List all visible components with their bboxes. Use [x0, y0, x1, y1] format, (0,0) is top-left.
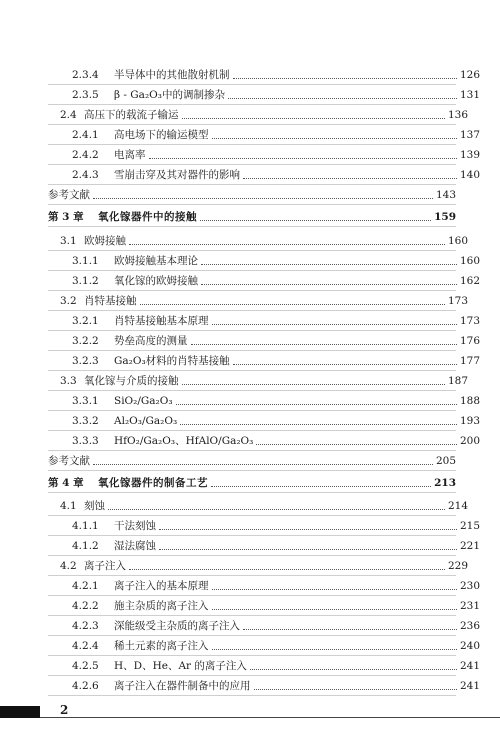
toc-entry-number: 第 4 章 — [48, 477, 84, 489]
toc-entry-title: 欧姆接触基本理论 — [114, 255, 198, 267]
toc-entry-page: 215 — [459, 520, 480, 532]
dot-leader — [182, 374, 445, 385]
toc-entry-page: 230 — [459, 580, 480, 592]
row-separator — [48, 615, 456, 616]
row-separator — [48, 310, 456, 311]
toc-entry[interactable] — [48, 539, 480, 553]
toc-entry-page: 236 — [459, 620, 480, 632]
row-separator — [48, 470, 456, 471]
dot-leader — [108, 499, 445, 510]
row-separator — [48, 204, 456, 205]
toc-entry[interactable] — [48, 88, 480, 102]
toc-entry[interactable] — [48, 599, 480, 613]
toc-entry-page: 126 — [459, 69, 480, 81]
toc-entry-page: 193 — [459, 415, 480, 427]
toc-entry[interactable] — [48, 254, 480, 268]
toc-entry-page: 137 — [459, 129, 480, 141]
toc-entry-title: 稀土元素的离子注入 — [114, 640, 209, 652]
toc-entry-number: 4.1.2 — [72, 540, 99, 552]
toc-entry[interactable] — [48, 314, 480, 328]
row-separator — [48, 164, 456, 165]
toc-entry-title: 离子注入的基本原理 — [114, 580, 209, 592]
dot-leader — [129, 559, 445, 570]
toc-entry-page: 229 — [447, 560, 468, 572]
toc-entry[interactable] — [48, 639, 480, 653]
row-separator — [48, 226, 456, 227]
toc-entry-title: β - Ga₂O₃中的调制掺杂 — [114, 89, 225, 101]
toc-entry-number: 4.1 — [60, 500, 77, 512]
toc-entry-page: 240 — [459, 640, 480, 652]
toc-entry-page: 173 — [459, 315, 480, 327]
toc-entry-title: HfO₂/Ga₂O₃、HfAlO/Ga₂O₃ — [114, 435, 254, 447]
dot-leader — [200, 210, 431, 221]
toc-entry-title: Ga₂O₃材料的肖特基接触 — [114, 355, 230, 367]
row-separator — [48, 350, 456, 351]
toc-entry-page: 241 — [459, 680, 480, 692]
toc-entry-title: 高压下的载流子输运 — [84, 109, 179, 121]
toc-entry-number: 3.3.2 — [72, 415, 99, 427]
toc-entry-number: 4.2.3 — [72, 620, 99, 632]
toc-entry-title: 电离率 — [114, 149, 146, 161]
dot-leader — [211, 476, 431, 487]
dot-leader — [212, 579, 457, 590]
toc-entry-page: 173 — [447, 295, 468, 307]
row-separator — [48, 515, 456, 516]
footer-rule — [40, 717, 500, 718]
page-number: 2 — [60, 703, 69, 717]
toc-entry-page: 187 — [447, 375, 468, 387]
row-separator — [48, 144, 456, 145]
toc-entry[interactable] — [48, 454, 456, 468]
toc-entry-title: 参考文献 — [48, 455, 90, 467]
row-separator — [48, 250, 456, 251]
toc-entry-number: 3.3 — [60, 375, 77, 387]
toc-entry[interactable] — [48, 188, 456, 202]
toc-entry-title: 刻蚀 — [84, 500, 105, 512]
dot-leader — [254, 679, 457, 690]
toc-entry-page: 162 — [459, 275, 480, 287]
toc-entry[interactable] — [48, 414, 480, 428]
row-separator — [48, 270, 456, 271]
toc-entry-title: 参考文献 — [48, 189, 90, 201]
toc-entry-title: 雪崩击穿及其对器件的影响 — [114, 169, 240, 181]
dot-leader — [159, 519, 457, 530]
toc-entry[interactable] — [48, 374, 468, 388]
toc-entry-title: 离子注入 — [84, 560, 126, 572]
dot-leader — [228, 88, 457, 99]
toc-entry-title: 施主杂质的离子注入 — [114, 600, 209, 612]
toc-entry-number: 3.1 — [60, 235, 77, 247]
toc-entry-page: 136 — [447, 109, 468, 121]
toc-entry-page: 140 — [459, 169, 480, 181]
toc-entry-title: 深能级受主杂质的离子注入 — [114, 620, 240, 632]
toc-entry-number: 3.2.1 — [72, 315, 99, 327]
toc-entry[interactable] — [48, 128, 480, 142]
dot-leader — [256, 434, 457, 445]
toc-entry-page: 214 — [447, 500, 468, 512]
dot-leader — [182, 108, 445, 119]
toc-entry-number: 4.1.1 — [72, 520, 99, 532]
toc-entry-number: 3.2.2 — [72, 335, 99, 347]
toc-entry-number: 4.2.2 — [72, 600, 99, 612]
toc-entry[interactable] — [48, 559, 468, 573]
row-separator — [48, 450, 456, 451]
toc-entry[interactable] — [48, 68, 480, 82]
toc-entry-page: 231 — [459, 600, 480, 612]
row-separator — [48, 555, 456, 556]
dot-leader — [243, 168, 457, 179]
toc-entry[interactable] — [48, 579, 480, 593]
dot-leader — [201, 274, 457, 285]
toc-entry[interactable] — [48, 210, 456, 224]
row-separator — [48, 575, 456, 576]
row-separator — [48, 184, 456, 185]
toc-entry-title: 氧化镓器件的制备工艺 — [98, 477, 208, 489]
toc-entry-page: 176 — [459, 335, 480, 347]
toc-entry-number: 2.4.3 — [72, 169, 99, 181]
row-separator — [48, 695, 456, 696]
toc-entry-title: 氧化镓的欧姆接触 — [114, 275, 198, 287]
toc-entry-number: 3.3.3 — [72, 435, 99, 447]
dot-leader — [233, 68, 457, 79]
toc-entry-title: 半导体中的其他散射机制 — [114, 69, 230, 81]
toc-entry[interactable] — [48, 354, 480, 368]
row-separator — [48, 635, 456, 636]
toc-entry[interactable] — [48, 108, 468, 122]
dot-leader — [93, 188, 433, 199]
row-separator — [48, 655, 456, 656]
toc-entry-number: 3.1.1 — [72, 255, 99, 267]
dot-leader — [93, 454, 433, 465]
toc-entry-title: 高电场下的输运模型 — [114, 129, 209, 141]
toc-entry-number: 2.4.1 — [72, 129, 99, 141]
row-separator — [48, 535, 456, 536]
toc-entry-page: 205 — [435, 455, 456, 467]
row-separator — [48, 492, 456, 493]
dot-leader — [180, 414, 457, 425]
dot-leader — [243, 619, 457, 630]
row-separator — [48, 370, 456, 371]
toc-entry[interactable] — [48, 679, 480, 693]
row-separator — [48, 430, 456, 431]
toc-entry-number: 4.2 — [60, 560, 77, 572]
toc-entry[interactable] — [48, 519, 480, 533]
toc-entry-number: 3.3.1 — [72, 395, 99, 407]
row-separator — [48, 84, 456, 85]
toc-entry-page: 159 — [434, 211, 456, 223]
row-separator — [48, 410, 456, 411]
row-separator — [48, 104, 456, 105]
toc-entry-number: 3.1.2 — [72, 275, 99, 287]
toc-entry-number: 4.2.1 — [72, 580, 99, 592]
toc-entry[interactable] — [48, 619, 480, 633]
toc-entry-title: 离子注入在器件制备中的应用 — [114, 680, 251, 692]
toc-entry-title: 欧姆接触 — [84, 235, 126, 247]
toc-entry-number: 3.2.3 — [72, 355, 99, 367]
toc-entry-number: 第 3 章 — [48, 211, 84, 223]
toc-entry-page: 221 — [459, 540, 480, 552]
toc-entry-page: 160 — [459, 255, 480, 267]
toc-entry-page: 143 — [435, 189, 456, 201]
toc-entry[interactable] — [48, 274, 480, 288]
toc-entry[interactable] — [48, 659, 480, 673]
toc-entry-number: 2.4.2 — [72, 149, 99, 161]
dot-leader — [140, 294, 445, 305]
toc-entry-number: 4.2.5 — [72, 660, 99, 672]
toc-entry-title: 肖特基接触 — [84, 295, 137, 307]
toc-entry-number: 3.2 — [60, 295, 77, 307]
toc-entry-title: 干法刻蚀 — [114, 520, 156, 532]
toc-entry-page: 131 — [459, 89, 480, 101]
toc-entry[interactable] — [48, 334, 480, 348]
row-separator — [48, 290, 456, 291]
row-separator — [48, 595, 456, 596]
row-separator — [48, 124, 456, 125]
row-separator — [48, 390, 456, 391]
toc-entry[interactable] — [48, 476, 456, 490]
footer-bar — [0, 706, 40, 718]
toc-entry-title: SiO₂/Ga₂O₃ — [114, 395, 173, 407]
toc-entry[interactable] — [48, 394, 480, 408]
toc-entry-page: 160 — [447, 235, 468, 247]
toc-entry-page: 213 — [434, 477, 456, 489]
toc-entry-page: 241 — [459, 660, 480, 672]
toc-entry[interactable] — [48, 434, 480, 448]
toc-entry[interactable] — [48, 499, 468, 513]
dot-leader — [250, 659, 457, 670]
dot-leader — [212, 599, 457, 610]
toc-entry-page: 139 — [459, 149, 480, 161]
toc-entry-page: 200 — [459, 435, 480, 447]
toc-entry-number: 4.2.6 — [72, 680, 99, 692]
toc-entry-title: 势垒高度的测量 — [114, 335, 188, 347]
dot-leader — [176, 394, 457, 405]
dot-leader — [233, 354, 457, 365]
dot-leader — [149, 148, 457, 159]
dot-leader — [212, 639, 457, 650]
dot-leader — [201, 254, 457, 265]
dot-leader — [191, 334, 457, 345]
dot-leader — [159, 539, 457, 550]
row-separator — [48, 675, 456, 676]
toc-entry-number: 2.3.5 — [72, 89, 99, 101]
toc-entry-page: 177 — [459, 355, 480, 367]
toc-entry-title: H、D、He、Ar 的离子注入 — [114, 660, 247, 672]
toc-entry-title: Al₂O₃/Ga₂O₃ — [114, 415, 178, 427]
dot-leader — [129, 234, 445, 245]
row-separator — [48, 330, 456, 331]
toc-entry-title: 肖特基接触基本原理 — [114, 315, 209, 327]
toc-entry-page: 188 — [459, 395, 480, 407]
toc-entry[interactable] — [48, 294, 468, 308]
toc-entry-number: 2.4 — [60, 109, 77, 121]
toc-entry-title: 湿法腐蚀 — [114, 540, 156, 552]
dot-leader — [212, 314, 457, 325]
toc-entry[interactable] — [48, 234, 468, 248]
toc-entry-number: 4.2.4 — [72, 640, 99, 652]
toc-entry-title: 氧化镓与介质的接触 — [84, 375, 179, 387]
toc-entry[interactable] — [48, 148, 480, 162]
toc-entry[interactable] — [48, 168, 480, 182]
toc-entry-number: 2.3.4 — [72, 69, 99, 81]
dot-leader — [212, 128, 457, 139]
toc-entry-title: 氧化镓器件中的接触 — [98, 211, 197, 223]
